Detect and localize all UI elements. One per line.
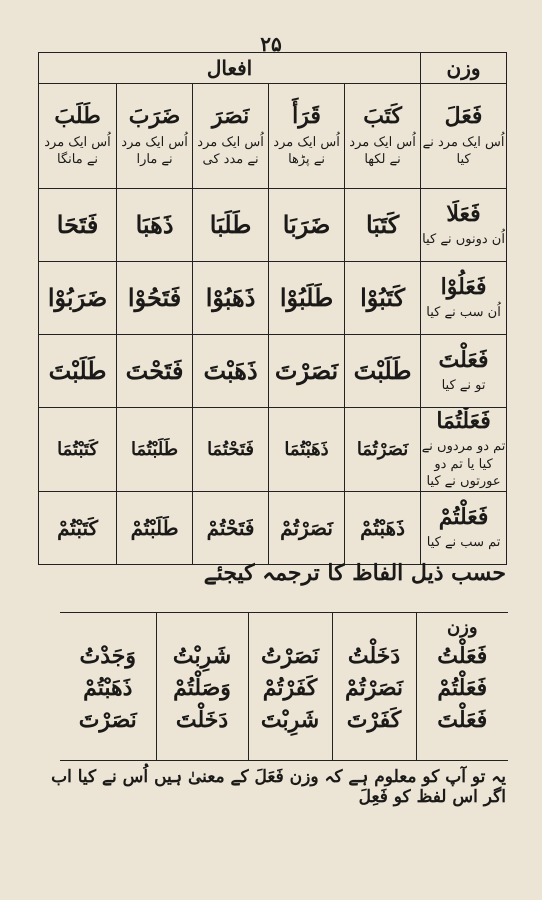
- word-cell: [39, 335, 117, 408]
- exercise-table: [60, 612, 508, 760]
- word-cell: [39, 84, 117, 189]
- form-meaning: اُن دونوں نے کیا: [422, 232, 505, 248]
- form-meaning: تو نے کیا: [441, 378, 486, 394]
- exercise-word: شَرِبْتَ: [260, 707, 320, 733]
- word: کَتَبْتُمْ: [57, 516, 98, 541]
- form-meaning: تم دو مردوں نے کیا یا تم دو عورتوں نے کیا: [421, 439, 506, 490]
- word-cell: [117, 189, 193, 262]
- form-word: فَعَلْتُمَا: [436, 408, 491, 434]
- word: ذَهَبْتَ: [203, 355, 258, 385]
- word-cell: [39, 492, 117, 565]
- exercise-heading: حسب ذیل الفاظ کا ترجمہ کیجئے: [203, 560, 506, 586]
- form-word: فَعَلَا: [446, 201, 481, 228]
- word: ضَرَبَ: [128, 103, 181, 130]
- word: طَلَبَ: [54, 103, 101, 130]
- header-afaal: افعال: [39, 53, 421, 84]
- form-cell: [421, 189, 507, 262]
- word-cell: [345, 189, 421, 262]
- word: ذَهَبُوْا: [205, 282, 256, 312]
- footer-text: یہ تو آپ کو معلوم ہے کہ وزن فَعَلَ کے معنیٰ ہیں اُس نے کیا اب اگر اس لفظ کو فَعِلَ: [51, 767, 506, 807]
- form-cell: [421, 492, 507, 565]
- form-cell: [421, 262, 507, 335]
- table-row: [39, 492, 507, 565]
- exercise-column: [156, 612, 248, 760]
- word-cell: [39, 408, 117, 492]
- table-row: [39, 84, 507, 189]
- word-cell: [345, 492, 421, 565]
- form-word: فَعَلْتَ: [438, 347, 489, 374]
- word-cell: [117, 335, 193, 408]
- word-meaning: اُس ایک مرد نے پڑھا: [273, 134, 340, 168]
- exercise-word: ذَهَبْتُمْ: [83, 675, 133, 701]
- word-cell: [39, 262, 117, 335]
- word: طَلَبْتُمْ: [130, 516, 179, 541]
- word-cell: [345, 84, 421, 189]
- conjugation-table: [38, 52, 507, 565]
- word-cell: [117, 84, 193, 189]
- exercise-word: نَصَرْتَ: [78, 707, 137, 733]
- exercise-column: [248, 612, 332, 760]
- form-cell: [421, 408, 507, 492]
- word: نَصَرْتَ: [274, 355, 339, 385]
- exercise-word: کَفَرْتَ: [346, 707, 402, 733]
- exercise-column-wazn: [416, 612, 508, 760]
- word: فَتَحْتُمْ: [206, 516, 255, 541]
- form-meaning: اُن سب نے کیا: [426, 305, 501, 321]
- exercise-word: دَخَلْتَ: [175, 707, 229, 733]
- word: فَتَحْتَ: [125, 355, 184, 385]
- word: ضَرَبَا: [282, 209, 331, 239]
- word-cell: [269, 262, 345, 335]
- table-row: [39, 335, 507, 408]
- form-cell: [421, 84, 507, 189]
- word-meaning: اُس ایک مرد نے مارا: [121, 134, 188, 168]
- word: طَلَبْتَ: [353, 355, 412, 385]
- table-row: [39, 262, 507, 335]
- word-cell: [193, 262, 269, 335]
- exercise-bottom-rule: [60, 760, 508, 761]
- exercise-word: فَعَلْتُ: [437, 643, 488, 669]
- word: ذَهَبَا: [135, 209, 174, 239]
- word: طَلَبْتَ: [48, 355, 107, 385]
- exercise-word: وَصَلْتُمْ: [173, 675, 231, 701]
- word-cell: [117, 262, 193, 335]
- word: ذَهَبْتُمْ: [360, 516, 405, 541]
- exercise-word: فَعَلْتَ: [437, 707, 488, 733]
- word-cell: [117, 492, 193, 565]
- word-cell: [193, 84, 269, 189]
- page-number: ۲۵: [260, 32, 282, 56]
- exercise-word: نَصَرْتُمْ: [344, 675, 404, 701]
- word: طَلَبَا: [209, 209, 252, 239]
- word-cell: [269, 408, 345, 492]
- word: نَصَرْتُمَا: [356, 438, 409, 460]
- word-cell: [193, 335, 269, 408]
- word-cell: [269, 335, 345, 408]
- word-cell: [39, 189, 117, 262]
- word-cell: [193, 408, 269, 492]
- exercise-word: دَخَلْتُ: [347, 643, 401, 669]
- word-meaning: اُس ایک مرد نے مانگا: [44, 134, 111, 168]
- word-cell: [345, 262, 421, 335]
- form-word: فَعَلُوْا: [440, 274, 487, 301]
- word: کَتَبْتُمَا: [57, 438, 98, 460]
- exercise-word: نَصَرْتُ: [260, 643, 320, 669]
- exercise-column: [332, 612, 416, 760]
- exercise-word: کَفَرْتُمْ: [262, 675, 318, 701]
- header-wazn: وزن: [421, 53, 507, 84]
- word: فَتَحْتُمَا: [207, 438, 255, 460]
- form-meaning: تم سب نے کیا: [426, 535, 501, 551]
- word: فَتَحَا: [56, 209, 99, 239]
- word: کَتَبُوْا: [360, 282, 406, 312]
- table-header-row: [39, 53, 507, 84]
- form-cell: [421, 335, 507, 408]
- exercise-column: [60, 612, 156, 760]
- exercise-word: شَرِبْتُ: [172, 643, 232, 669]
- word-cell: [117, 408, 193, 492]
- word-meaning: اُس ایک مرد نے مدد کی: [197, 134, 264, 168]
- word-meaning: اُس ایک مرد نے لکھا: [349, 134, 416, 168]
- word-cell: [193, 189, 269, 262]
- exercise-word: فَعَلْتُمْ: [437, 675, 488, 701]
- form-word: فَعَلَ: [444, 103, 483, 130]
- word: نَصَرْتُمْ: [280, 516, 333, 541]
- word: نَصَرَ: [211, 103, 250, 130]
- table-row: [39, 189, 507, 262]
- word: کَتَبَا: [365, 209, 400, 239]
- word-cell: [345, 335, 421, 408]
- word: کَتَبَ: [363, 103, 402, 130]
- word: ضَرَبُوْا: [47, 282, 108, 312]
- exercise-row: [60, 612, 508, 760]
- word: فَتَحُوْا: [127, 282, 182, 312]
- word: طَلَبْتُمَا: [131, 438, 179, 460]
- word-cell: [345, 408, 421, 492]
- exercise-word: وَجَدْتُ: [79, 643, 136, 669]
- word: طَلَبُوْا: [279, 282, 334, 312]
- form-meaning: اُس ایک مرد نے کیا: [422, 134, 505, 168]
- word-cell: [269, 189, 345, 262]
- exercise-header: وزن: [446, 617, 478, 638]
- table-row: [39, 408, 507, 492]
- word-cell: [193, 492, 269, 565]
- word: ذَهَبْتُمَا: [284, 438, 329, 460]
- form-word: فَعَلْتُمْ: [438, 504, 489, 531]
- word-cell: [269, 492, 345, 565]
- word: قَرَأَ: [292, 103, 321, 130]
- word-cell: [269, 84, 345, 189]
